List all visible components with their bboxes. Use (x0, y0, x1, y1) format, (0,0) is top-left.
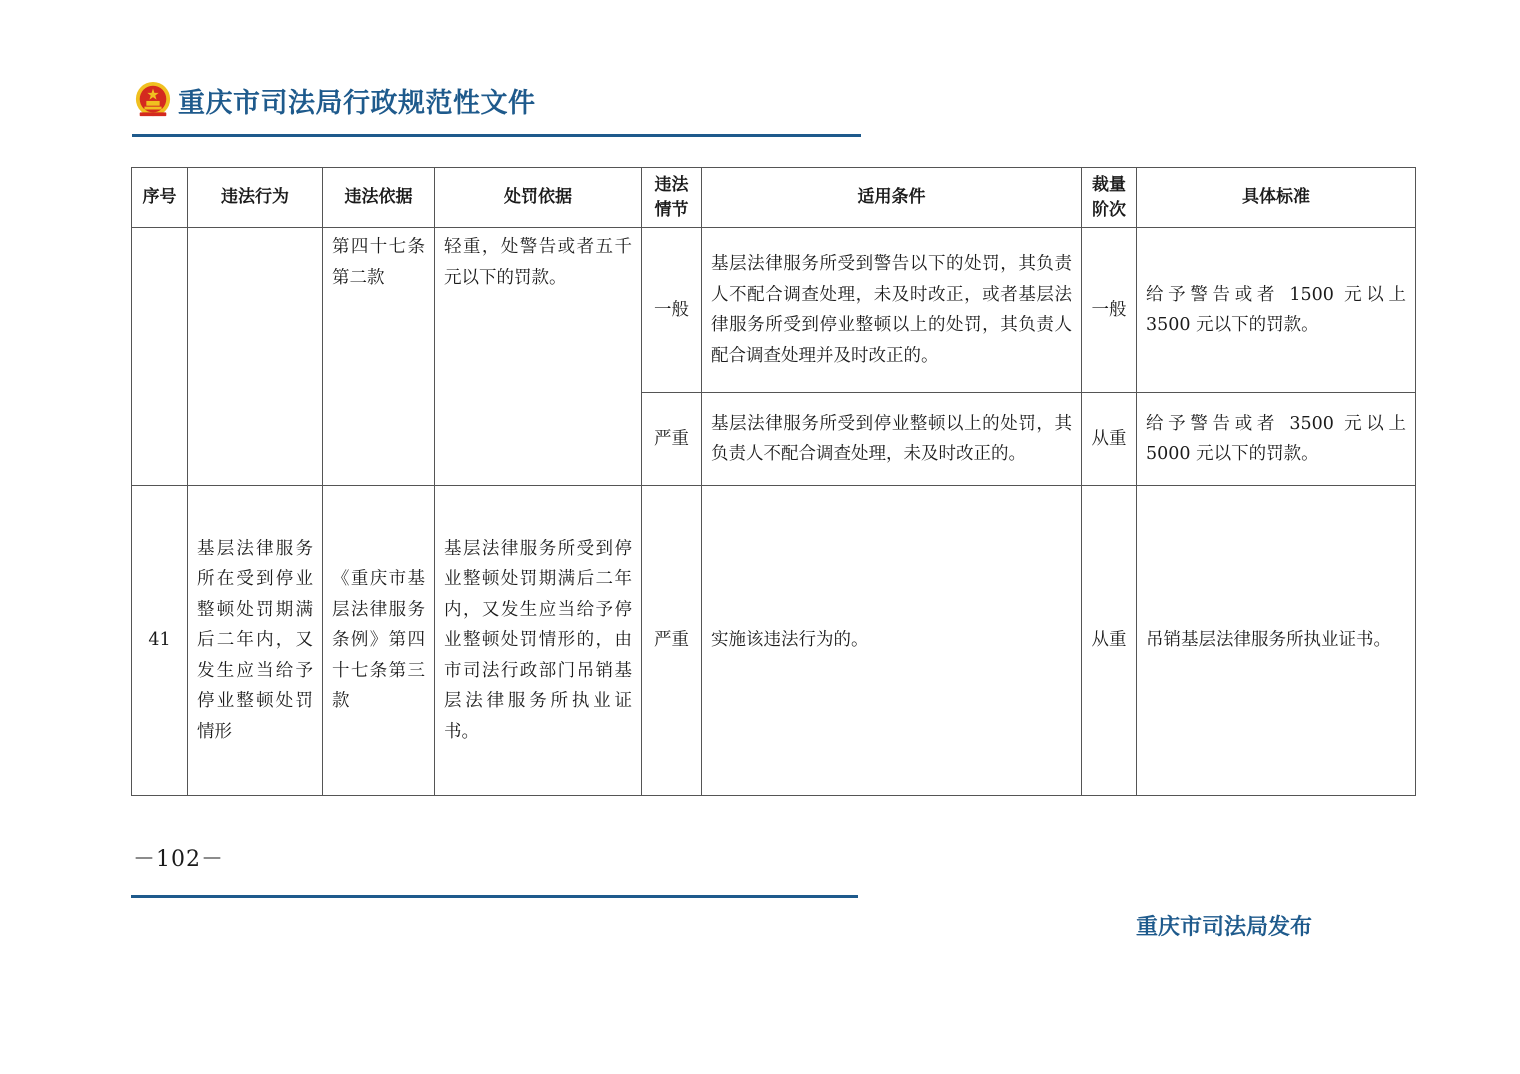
header-penalty-basis: 处罚依据 (435, 168, 642, 228)
table-header-row (132, 168, 1416, 228)
cell-conditions: 实施该违法行为的。 (702, 486, 1082, 796)
header-seq: 序号 (132, 168, 188, 228)
cell-standard: 给予警告或者 3500 元以上 5000 元以下的罚款。 (1137, 393, 1416, 486)
cell-act-empty (188, 228, 323, 486)
header-circumstance-text: 违法情节 (654, 174, 689, 220)
cell-conditions: 基层法律服务所受到停业整顿以上的处罚，其负责人不配合调查处理，未及时改正的。 (702, 393, 1082, 486)
cell-seq-empty (132, 228, 188, 486)
penalty-basis-text: 轻重，处警告或者五千元以下的罚款。 (444, 237, 632, 288)
document-header (134, 78, 536, 122)
cell-level: 从重 (1082, 393, 1137, 486)
page-number: －102－ (133, 847, 224, 872)
cell-penalty-basis: 基层法律服务所受到停业整顿处罚期满后二年内，又发生应当给予停业整顿处罚情形的，由市司法行政部门吊销基层法律服务所执业证书。 (435, 486, 642, 796)
cell-standard: 给予警告或者 1500 元以上 3500 元以下的罚款。 (1137, 228, 1416, 393)
cell-level: 一般 (1082, 228, 1137, 393)
cell-penalty-basis (435, 228, 642, 486)
table-row (132, 228, 1416, 393)
cell-standard: 吊销基层法律服务所执业证书。 (1137, 486, 1416, 796)
cell-level: 从重 (1082, 486, 1137, 796)
cell-seq: 41 (132, 486, 188, 796)
header-divider (132, 134, 861, 137)
penalty-standard-table (131, 167, 1416, 796)
cell-violation-basis (323, 228, 435, 486)
footer-divider (131, 895, 858, 898)
cell-circumstance: 一般 (642, 228, 702, 393)
header-title: 重庆市司法局行政规范性文件 (178, 87, 536, 119)
footer-publisher: 重庆市司法局发布 (1136, 915, 1313, 940)
cell-circumstance: 严重 (642, 486, 702, 796)
national-emblem-icon (134, 81, 172, 119)
cell-violation-basis: 《重庆市基层法律服务条例》第四十七条第三款 (323, 486, 435, 796)
violation-basis-text: 第四十七条第二款 (332, 237, 425, 288)
header-violation-act: 违法行为 (188, 168, 323, 228)
cell-conditions: 基层法律服务所受到警告以下的处罚，其负责人不配合调查处理，未及时改正，或者基层法律服务所受到停业整顿以上的处罚，其负责人配合调查处理并及时改正的。 (702, 228, 1082, 393)
header-violation-basis: 违法依据 (323, 168, 435, 228)
header-level-text: 裁量阶次 (1092, 174, 1126, 220)
header-conditions: 适用条件 (702, 168, 1082, 228)
header-standard: 具体标准 (1137, 168, 1416, 228)
cell-violation-act: 基层法律服务所在受到停业整顿处罚期满后二年内，又发生应当给予停业整顿处罚情形 (188, 486, 323, 796)
cell-circumstance: 严重 (642, 393, 702, 486)
header-level (1082, 168, 1137, 228)
table-row (132, 486, 1416, 796)
header-circumstance (642, 168, 702, 228)
